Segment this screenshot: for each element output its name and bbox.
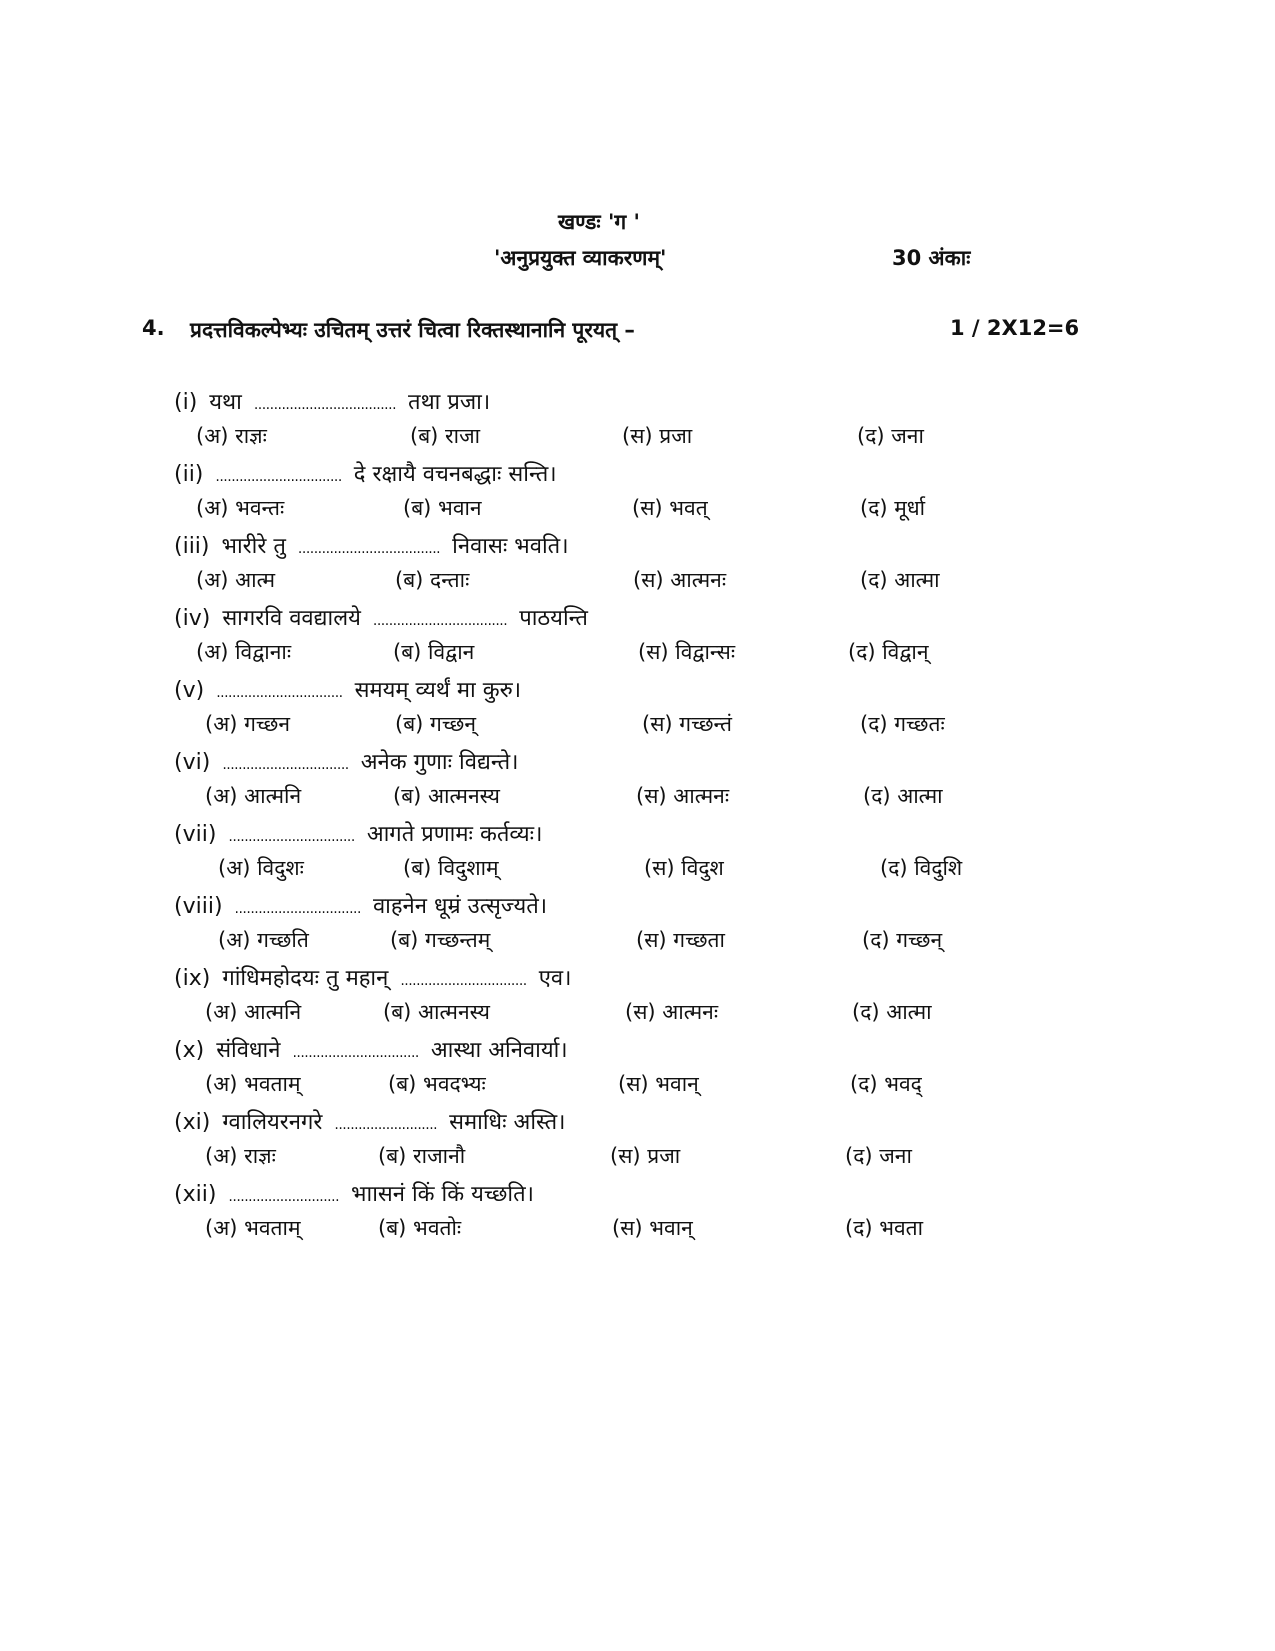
option-d: (द) भवद् [850, 1072, 922, 1096]
option-c: (स) भवान् [618, 1072, 699, 1096]
answer-blank: ................................ [215, 469, 342, 485]
answer-blank: ................................ [216, 685, 343, 701]
item-label: (vi) [174, 750, 211, 775]
option-a: (अ) आत्मनि [205, 784, 302, 808]
answer-blank: ................................ [222, 757, 349, 773]
item-text-after: समयम् व्यर्थं मा कुरु। [354, 678, 522, 703]
option-c: (स) भवान् [612, 1216, 693, 1240]
option-a: (अ) भवताम् [205, 1216, 301, 1240]
answer-blank: ................................ [292, 1045, 419, 1061]
answer-blank: ................................ [400, 973, 527, 989]
item-label: (viii) [174, 894, 223, 919]
section-subtitle: 'अनुप्रयुक्त व्याकरणम्' [494, 246, 667, 270]
option-a: (अ) विद्वानाः [196, 640, 292, 664]
question-line [174, 818, 554, 848]
question-line [174, 458, 569, 488]
option-a: (अ) राज्ञः [196, 424, 267, 448]
item-text-after: तथा प्रजा। [408, 390, 491, 415]
item-text-after: दे रक्षायै वचनबद्धाः सन्ति। [353, 462, 557, 487]
question-number: 4. [142, 316, 165, 340]
option-b: (ब) राजानौ [378, 1144, 466, 1168]
option-c: (स) आत्मनः [633, 568, 727, 592]
item-label: (ii) [174, 462, 204, 487]
question-marks: 1 / 2X12=6 [950, 316, 1080, 340]
question-line [174, 746, 531, 776]
option-a: (अ) विदुशः [218, 856, 304, 880]
question-line [174, 602, 600, 632]
answer-blank: .................................... [253, 397, 397, 413]
item-text-before: सागरवि ववद्यालये [222, 606, 361, 631]
option-b: (ब) गच्छन्तम् [390, 928, 491, 952]
item-label: (iii) [174, 534, 210, 559]
option-d: (द) विदुशि [880, 856, 963, 880]
option-d: (द) जना [845, 1144, 912, 1168]
answer-blank: .................................. [372, 613, 508, 629]
option-d: (द) विद्वान् [848, 640, 929, 664]
section-title: खण्डः 'ग ' [558, 210, 640, 234]
item-text-after: आगते प्रणामः कर्तव्यः। [366, 822, 543, 847]
question-instruction: प्रदत्तविकल्पेभ्यः उचितम् उत्तरं चित्वा रिक्तस्थानानि पूरयत् – [190, 318, 635, 342]
option-a: (अ) राज्ञः [205, 1144, 276, 1168]
section-marks: 30 अंकाः [892, 246, 971, 270]
option-a: (अ) आत्म [196, 568, 276, 592]
item-text-before: भारीरे तु [221, 534, 286, 559]
item-label: (iv) [174, 606, 211, 631]
item-label: (v) [174, 678, 205, 703]
item-label: (xii) [174, 1182, 217, 1207]
option-c: (स) आत्मनः [636, 784, 730, 808]
option-d: (द) गच्छतः [860, 712, 945, 736]
question-line [174, 530, 581, 560]
option-c: (स) गच्छन्तं [642, 712, 732, 736]
option-c: (स) प्रजा [610, 1144, 681, 1168]
option-a: (अ) भवन्तः [196, 496, 285, 520]
option-b: (ब) गच्छन् [395, 712, 476, 736]
option-c: (स) विद्वान्सः [638, 640, 736, 664]
answer-blank: ............................ [228, 1189, 340, 1205]
question-line [174, 962, 583, 992]
option-b: (ब) आत्मनस्य [383, 1000, 490, 1024]
item-label: (vii) [174, 822, 217, 847]
item-text-after: वाहनेन धूम्रं उत्सृज्यते। [372, 894, 548, 919]
item-text-after: एव। [538, 966, 572, 991]
option-c: (स) गच्छता [636, 928, 725, 952]
item-text-after: निवासः भवति। [452, 534, 569, 559]
item-text-after: आस्था अनिवार्या। [430, 1038, 568, 1063]
option-d: (द) आत्मा [852, 1000, 932, 1024]
item-label: (xi) [174, 1110, 211, 1135]
item-text-after: अनेक गुणाः विद्यन्ते। [360, 750, 519, 775]
option-d: (द) आत्मा [863, 784, 943, 808]
item-label: (i) [174, 390, 198, 415]
option-b: (ब) राजा [410, 424, 481, 448]
item-label: (ix) [174, 966, 211, 991]
option-d: (द) जना [857, 424, 924, 448]
question-line [174, 386, 502, 416]
item-text-after: समाधिः अस्ति। [449, 1110, 566, 1135]
option-d: (द) गच्छन् [862, 928, 943, 952]
option-d: (द) भवता [845, 1216, 924, 1240]
option-d: (द) आत्मा [860, 568, 940, 592]
answer-blank: .......................... [334, 1117, 438, 1133]
option-b: (ब) भवतोः [378, 1216, 462, 1240]
item-text-before: संविधाने [216, 1038, 281, 1063]
option-b: (ब) विदुशाम् [403, 856, 499, 880]
option-b: (ब) दन्ताः [395, 568, 470, 592]
option-a: (अ) भवताम् [205, 1072, 301, 1096]
option-c: (स) प्रजा [622, 424, 693, 448]
option-c: (स) विदुश [644, 856, 724, 880]
option-c: (स) भवत् [632, 496, 708, 520]
item-text-before: यथा [209, 390, 242, 415]
question-line [174, 1178, 546, 1208]
option-d: (द) मूर्धा [860, 496, 926, 520]
option-a: (अ) गच्छन [205, 712, 291, 736]
answer-blank: ................................ [234, 901, 361, 917]
question-line [174, 1106, 577, 1136]
question-line [174, 1034, 580, 1064]
answer-blank: ................................ [228, 829, 355, 845]
question-line [174, 890, 559, 920]
option-b: (ब) आत्मनस्य [393, 784, 500, 808]
option-b: (ब) भवदभ्यः [388, 1072, 486, 1096]
item-label: (x) [174, 1038, 205, 1063]
option-c: (स) आत्मनः [625, 1000, 719, 1024]
option-b: (ब) भवान [403, 496, 482, 520]
answer-blank: .................................... [297, 541, 441, 557]
item-text-before: गांधिमहोदयः तु महान् [222, 966, 389, 991]
question-line [174, 674, 533, 704]
option-b: (ब) विद्वान [393, 640, 475, 664]
item-text-before: ग्वालियरनगरे [222, 1110, 323, 1135]
item-text-after: पाठयन्ति [519, 606, 588, 631]
item-text-after: भाासनं किं किं यच्छति। [351, 1182, 534, 1207]
option-a: (अ) गच्छति [218, 928, 309, 952]
option-a: (अ) आत्मनि [205, 1000, 302, 1024]
